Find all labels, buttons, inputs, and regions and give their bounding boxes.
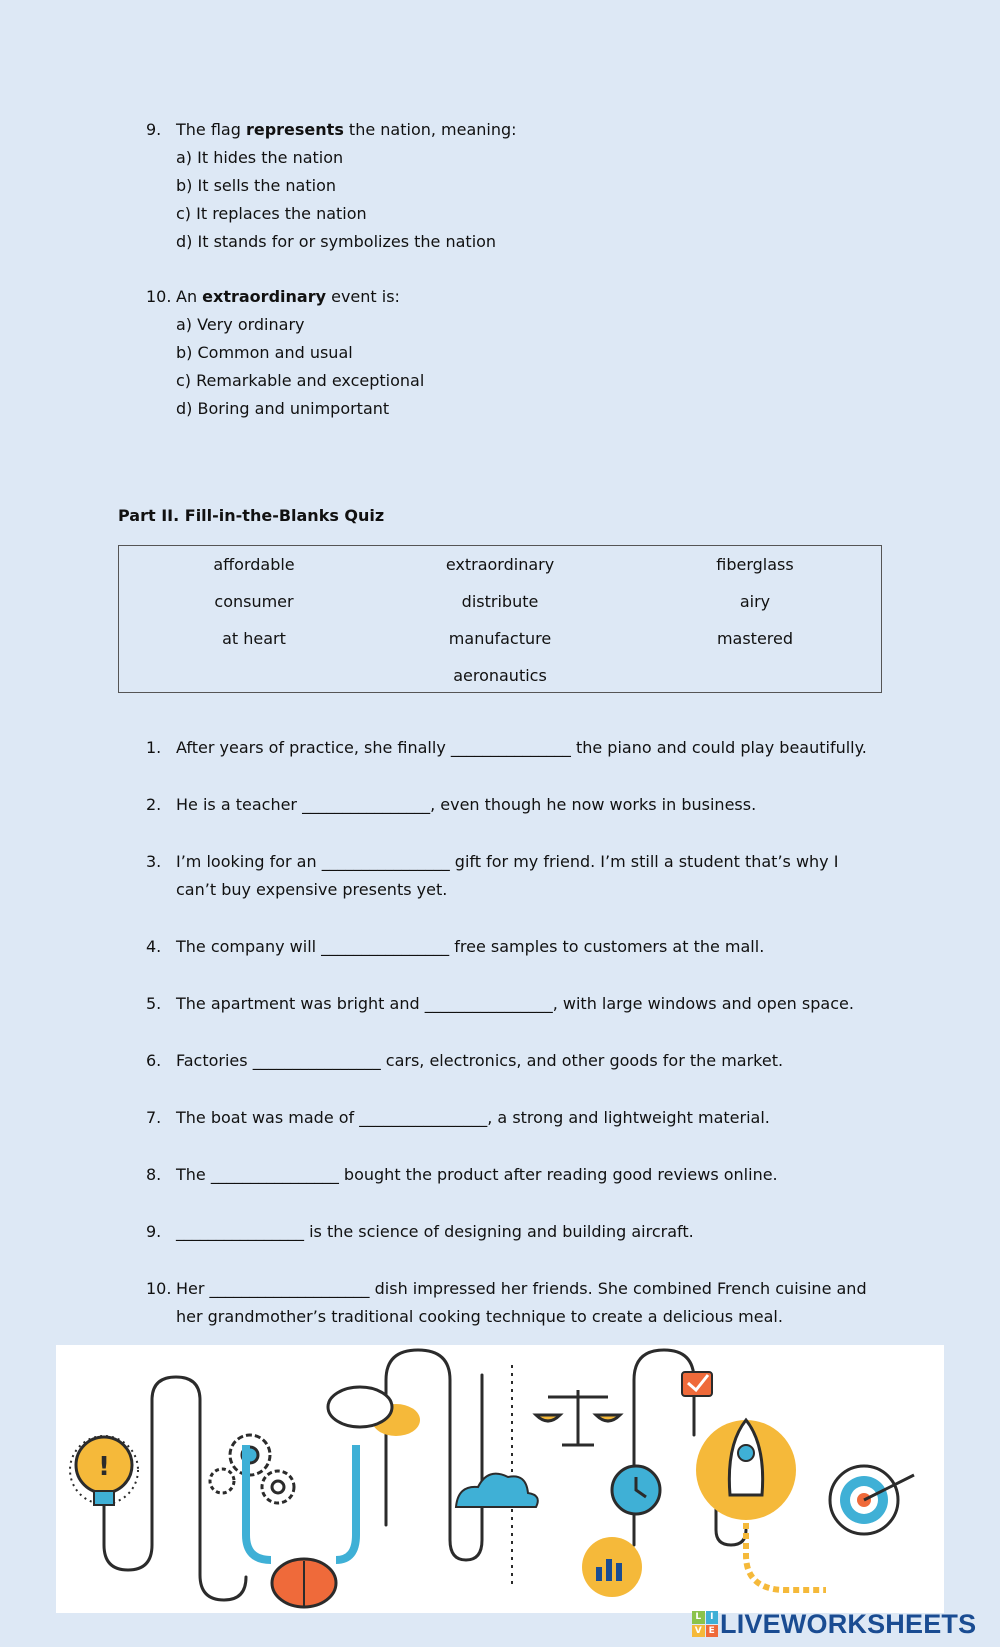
item-text-continued: can’t buy expensive presents yet. — [176, 880, 448, 899]
item-number: 10. — [146, 1279, 172, 1298]
word-bank-item: at heart — [222, 629, 286, 648]
balance-scale-icon — [536, 1390, 620, 1445]
logo-text: LIVEWORKSHEETS — [720, 1608, 977, 1639]
word-bank — [118, 545, 882, 693]
word-bank-item: affordable — [213, 555, 295, 574]
word-bank-item: airy — [739, 592, 771, 611]
word-bank-item: consumer — [214, 592, 294, 611]
item-text: I’m looking for an ________________ gift for my friend. I’m still a student that’s why I — [176, 852, 839, 871]
question-stem: An extraordinary event is: — [176, 287, 400, 306]
item-number: 7. — [146, 1108, 162, 1127]
option-c[interactable]: c) It replaces the nation — [176, 204, 367, 223]
item-text: Factories ________________ cars, electronics, and other goods for the market. — [176, 1051, 784, 1070]
item-number: 3. — [146, 852, 162, 871]
item-text: Her ____________________ dish impressed her friends. She combined French cuisine and — [176, 1279, 867, 1298]
logo-letter: L — [692, 1611, 705, 1624]
question-number: 10. — [146, 287, 172, 306]
section-title: Part II. Fill-in-the-Blanks Quiz — [118, 506, 385, 525]
option-d[interactable]: d) It stands for or symbolizes the nation — [176, 232, 497, 251]
logo-letter: E — [706, 1625, 719, 1638]
question-stem: The flag represents the nation, meaning: — [176, 120, 517, 139]
logo-mark-icon — [692, 1611, 718, 1637]
word-bank-item: fiberglass — [716, 555, 794, 574]
liveworksheets-logo — [692, 1608, 976, 1640]
word-bank-item: aeronautics — [453, 666, 547, 685]
clock-icon — [612, 1466, 660, 1514]
logo-letter: I — [706, 1611, 719, 1624]
item-text: The boat was made of ________________, a strong and lightweight material. — [176, 1108, 770, 1127]
item-text-continued: her grandmother’s traditional cooking technique to create a delicious meal. — [176, 1307, 783, 1326]
item-number: 8. — [146, 1165, 162, 1184]
item-text: After years of practice, she finally _______________ the piano and could play beautifully. — [176, 738, 867, 757]
speech-bubble-icon — [328, 1387, 420, 1436]
brain-icon — [246, 1445, 356, 1607]
option-b[interactable]: b) It sells the nation — [176, 176, 336, 195]
item-text: He is a teacher ________________, even though he now works in business. — [176, 795, 757, 814]
item-text: The apartment was bright and ________________, with large windows and open space. — [176, 994, 854, 1013]
item-number: 6. — [146, 1051, 162, 1070]
option-c[interactable]: c) Remarkable and exceptional — [176, 371, 425, 390]
option-d[interactable]: d) Boring and unimportant — [176, 399, 390, 418]
item-text: The company will ________________ free samples to customers at the mall. — [176, 937, 765, 956]
item-number: 5. — [146, 994, 162, 1013]
rocket-icon — [696, 1420, 826, 1590]
item-number: 2. — [146, 795, 162, 814]
item-text: The ________________ bought the product after reading good reviews online. — [176, 1165, 778, 1184]
gears-icon — [210, 1435, 294, 1503]
option-a[interactable]: a) It hides the nation — [176, 148, 344, 167]
target-icon — [830, 1466, 914, 1534]
path-line — [104, 1377, 246, 1600]
logo-letter: V — [692, 1625, 705, 1638]
checkbox-icon — [682, 1372, 712, 1396]
question-number: 9. — [146, 120, 162, 139]
word-bank-item: distribute — [461, 592, 539, 611]
illustration-svg — [56, 1345, 944, 1613]
word-bank-item: extraordinary — [445, 555, 555, 574]
word-bank-item: mastered — [716, 629, 794, 648]
item-number: 9. — [146, 1222, 162, 1241]
item-text: ________________ is the science of designing and building aircraft. — [176, 1222, 694, 1241]
cloud-icon — [456, 1474, 538, 1507]
item-number: 1. — [146, 738, 162, 757]
word-bank-item: manufacture — [448, 629, 552, 648]
option-b[interactable]: b) Common and usual — [176, 343, 353, 362]
lightbulb-icon — [70, 1436, 138, 1505]
svg-text:!: ! — [98, 1452, 110, 1482]
item-number: 4. — [146, 937, 162, 956]
decorative-illustration — [56, 1345, 944, 1613]
path-line — [386, 1350, 482, 1560]
chart-badge-icon — [582, 1537, 642, 1597]
option-a[interactable]: a) Very ordinary — [176, 315, 305, 334]
